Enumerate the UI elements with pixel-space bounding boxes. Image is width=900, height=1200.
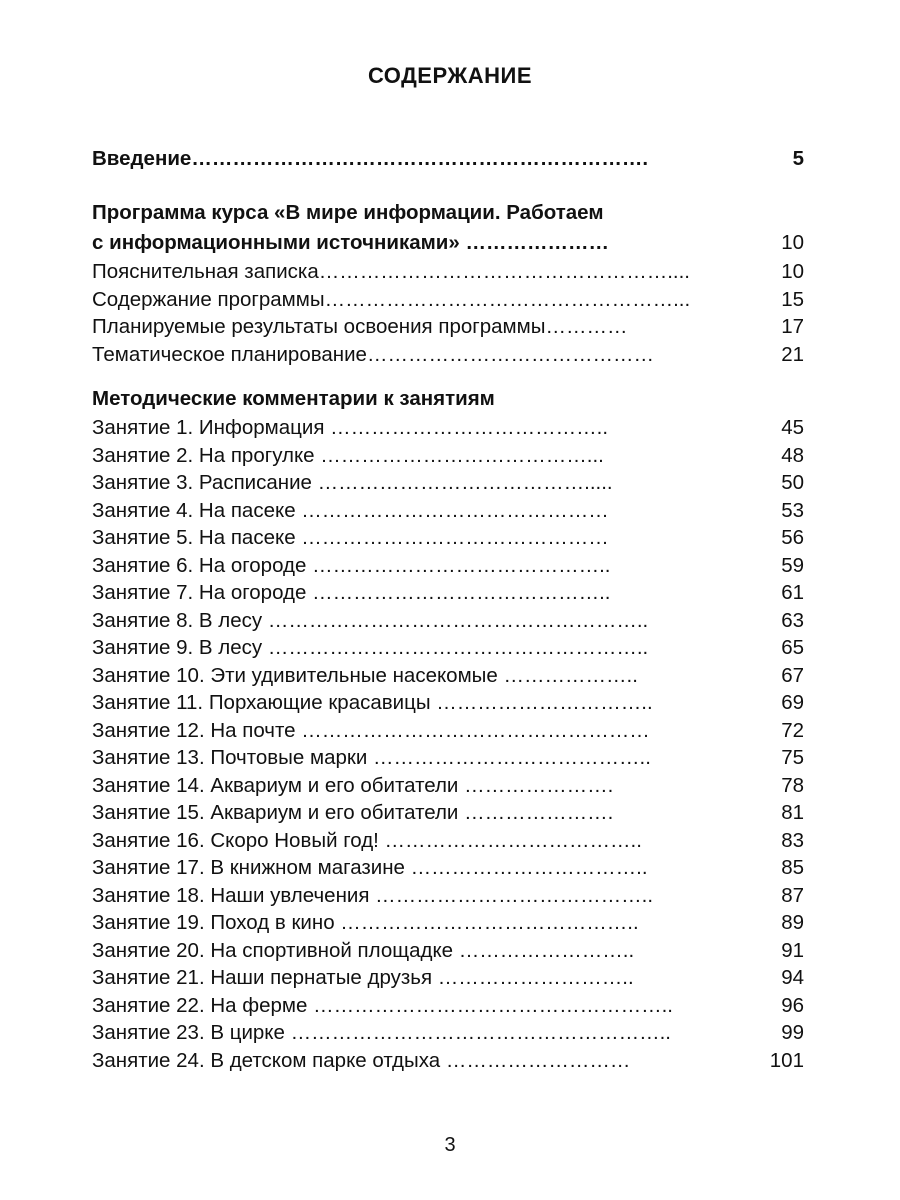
toc-entry-page: 50 bbox=[781, 471, 804, 494]
toc-entry bbox=[92, 469, 804, 497]
toc-entry-page: 65 bbox=[781, 636, 804, 659]
toc-entry bbox=[92, 497, 804, 525]
toc-entry-text: Занятие 4. На пасеке ……………………………………… bbox=[92, 498, 609, 522]
toc-entry-text: Занятие 14. Аквариум и его обитатели …………………. bbox=[92, 773, 614, 797]
toc-entry-text: Введение…………………………………………………………. bbox=[92, 147, 649, 170]
toc-entry-text: Занятие 15. Аквариум и его обитатели …………………. bbox=[92, 801, 614, 824]
toc-entry-text: Занятие 3. Расписание …………………………………..... bbox=[92, 471, 613, 494]
section-heading-methods bbox=[92, 384, 804, 414]
toc-entry-text: Занятие 11. Порхающие красавицы ………………………….. bbox=[92, 691, 653, 714]
toc-entry bbox=[92, 827, 804, 855]
toc-entry bbox=[92, 258, 804, 286]
toc-entry-text: Занятие 19. Поход в кино …………………………………….. bbox=[92, 911, 639, 934]
toc-entry-page: 96 bbox=[781, 993, 804, 1017]
toc-entry-page: 87 bbox=[781, 883, 804, 907]
toc-entry bbox=[92, 909, 804, 937]
toc-entry bbox=[92, 341, 804, 369]
toc-entry-page: 85 bbox=[781, 856, 804, 879]
toc-entry-text: Занятие 21. Наши пернатые друзья ……………………….. bbox=[92, 966, 634, 989]
toc-methods-section bbox=[92, 384, 804, 1074]
toc-entry-page: 48 bbox=[781, 443, 804, 467]
section-heading-program-line2 bbox=[92, 228, 804, 258]
toc-entry bbox=[92, 579, 804, 607]
toc-entry bbox=[92, 992, 804, 1020]
page-title: СОДЕРЖАНИЕ bbox=[367, 63, 533, 88]
program-items bbox=[92, 258, 804, 368]
toc-entry-page: 5 bbox=[792, 147, 804, 170]
toc-entry-text: Занятие 8. В лесу ……………………………………………….. bbox=[92, 608, 649, 632]
toc-entry bbox=[92, 414, 804, 442]
toc-entry-page: 78 bbox=[781, 773, 804, 797]
toc-entry-text: Пояснительная записка…………………………………………….... bbox=[92, 260, 691, 283]
section-heading-text: с информационными источниками» ………………… bbox=[92, 231, 609, 254]
toc-entry-text: Тематическое планирование…………………………………… bbox=[92, 342, 654, 366]
section-heading-text: Методические комментарии к занятиям bbox=[92, 387, 495, 410]
toc-entry bbox=[92, 854, 804, 882]
toc-entry-page: 91 bbox=[781, 938, 804, 962]
toc-entry-text: Занятие 7. На огороде …………………………………….. bbox=[92, 581, 611, 604]
section-heading-program-line1 bbox=[92, 198, 804, 228]
toc-entry-text: Занятие 13. Почтовые марки ………………………………….. bbox=[92, 746, 651, 769]
toc-entry-page: 69 bbox=[781, 691, 804, 714]
toc-entry bbox=[92, 286, 804, 314]
toc-entry-text: Занятие 23. В цирке ……………………………………………….. bbox=[92, 1021, 671, 1044]
toc-entry-page: 56 bbox=[781, 526, 804, 549]
toc-entry-text: Содержание программы……………………………………………... bbox=[92, 287, 691, 311]
toc-entry-page: 61 bbox=[781, 581, 804, 604]
toc-entry bbox=[92, 882, 804, 910]
toc-entry-intro bbox=[92, 145, 804, 173]
toc-entry bbox=[92, 937, 804, 965]
toc-entry bbox=[92, 717, 804, 745]
toc-entry bbox=[92, 552, 804, 580]
toc-entry-text: Занятие 9. В лесу ……………………………………………….. bbox=[92, 636, 649, 659]
toc-entry-page: 10 bbox=[781, 260, 804, 283]
toc-entry-page: 94 bbox=[781, 966, 804, 989]
toc-entry-page: 21 bbox=[781, 342, 804, 366]
toc-entry-text: Занятие 16. Скоро Новый год! ……………………………….. bbox=[92, 828, 642, 852]
toc-entry-page: 101 bbox=[769, 1048, 804, 1072]
toc-entry-page: 15 bbox=[781, 287, 804, 311]
toc-entry-text: Планируемые результаты освоения программы………… bbox=[92, 315, 628, 338]
toc-entry-text: Занятие 2. На прогулке …………………………………... bbox=[92, 443, 604, 467]
toc-entry-page: 53 bbox=[781, 498, 804, 522]
toc-entry-text: Занятие 22. На ферме …………………………………………….. bbox=[92, 993, 673, 1017]
toc-entry bbox=[92, 442, 804, 470]
toc-entry-page: 81 bbox=[781, 801, 804, 824]
toc-entry-text: Занятие 12. На почте …………………………………………… bbox=[92, 718, 650, 742]
page-number: 3 bbox=[444, 1134, 456, 1156]
toc-entry-page: 45 bbox=[781, 416, 804, 439]
toc-entry-text: Занятие 20. На спортивной площадке …………………….. bbox=[92, 938, 635, 962]
toc-program-section bbox=[92, 198, 804, 368]
toc-entry-text: Занятие 17. В книжном магазине …………………………….. bbox=[92, 856, 648, 879]
toc-intro bbox=[92, 145, 804, 173]
toc-entry-text: Занятие 10. Эти удивительные насекомые ……………….. bbox=[92, 663, 638, 687]
toc-entry bbox=[92, 772, 804, 800]
toc-entry bbox=[92, 1019, 804, 1047]
toc-entry-page: 75 bbox=[781, 746, 804, 769]
toc-entry-page: 67 bbox=[781, 663, 804, 687]
toc-entry bbox=[92, 1047, 804, 1075]
toc-entry bbox=[92, 662, 804, 690]
toc-entry-text: Занятие 1. Информация ………………………………….. bbox=[92, 416, 609, 439]
toc-entry bbox=[92, 313, 804, 341]
toc-entry bbox=[92, 634, 804, 662]
methods-items bbox=[92, 414, 804, 1074]
toc-entry-page: 17 bbox=[781, 315, 804, 338]
toc-entry-page: 83 bbox=[781, 828, 804, 852]
toc-entry bbox=[92, 524, 804, 552]
toc-entry-text: Занятие 5. На пасеке ……………………………………… bbox=[92, 526, 609, 549]
toc-entry-page: 99 bbox=[781, 1021, 804, 1044]
toc-entry-page: 63 bbox=[781, 608, 804, 632]
toc-entry-page: 72 bbox=[781, 718, 804, 742]
toc-entry-text: Занятие 6. На огороде …………………………………….. bbox=[92, 553, 611, 577]
toc-entry bbox=[92, 689, 804, 717]
toc-entry-page: 10 bbox=[781, 231, 804, 254]
toc-entry-page: 59 bbox=[781, 553, 804, 577]
toc-entry bbox=[92, 607, 804, 635]
toc-entry-page: 89 bbox=[781, 911, 804, 934]
toc-entry bbox=[92, 744, 804, 772]
toc-entry-text: Занятие 18. Наши увлечения ………………………………….. bbox=[92, 883, 654, 907]
toc-entry-text: Занятие 24. В детском парке отдыха ……………………… bbox=[92, 1048, 631, 1072]
toc-entry bbox=[92, 964, 804, 992]
toc-entry bbox=[92, 799, 804, 827]
section-heading-text: Программа курса «В мире информации. Работаем bbox=[92, 201, 604, 224]
